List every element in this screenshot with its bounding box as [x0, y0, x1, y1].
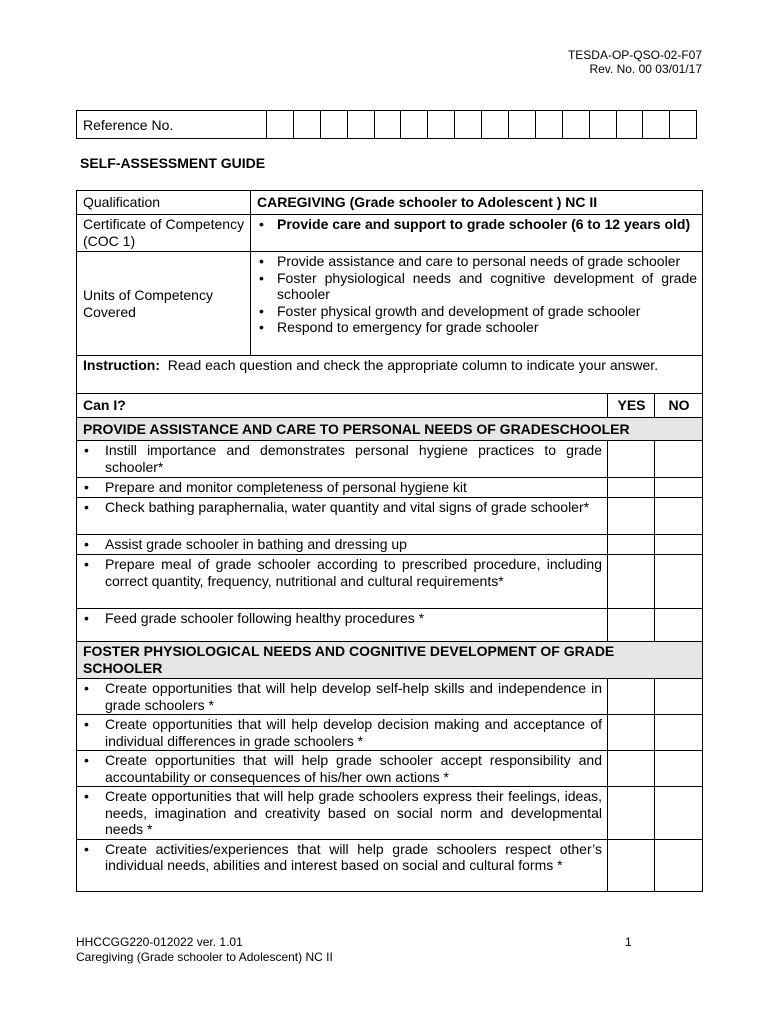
unit-item: • Respond to emergency for grade schooler — [259, 319, 539, 335]
no-checkbox-cell[interactable] — [655, 535, 703, 555]
yes-checkbox-cell[interactable] — [608, 535, 655, 555]
document-header — [568, 48, 702, 76]
bullet-icon: • — [84, 479, 89, 495]
section1-title: PROVIDE ASSISTANCE AND CARE TO PERSONAL NEEDS OF GRADESCHOOLER — [77, 418, 703, 441]
yes-checkbox-cell[interactable] — [608, 715, 655, 751]
assessment-table — [76, 190, 703, 892]
section2-item: • Create activities/experiences that will help grade schoolers respect other’s individual needs, abilities and interest based on social and cultural forms * — [77, 839, 608, 891]
unit-item: • Provide assistance and care to personal needs of grade schooler — [259, 253, 681, 269]
reference-digit-box[interactable] — [535, 111, 562, 139]
bullet-icon: • — [84, 716, 89, 732]
no-checkbox-cell[interactable] — [655, 555, 703, 609]
form-code: TESDA-OP-QSO-02-F07 — [567, 48, 702, 62]
instruction-label: Instruction: — [83, 357, 160, 373]
bullet-icon: • — [259, 319, 264, 335]
reference-digit-box[interactable] — [670, 111, 697, 139]
yes-checkbox-cell[interactable] — [608, 609, 655, 642]
yes-checkbox-cell[interactable] — [608, 679, 655, 715]
bullet-icon: • — [84, 680, 89, 696]
yes-header: YES — [608, 394, 655, 418]
no-header: NO — [655, 394, 703, 418]
reference-digit-box[interactable] — [482, 111, 509, 139]
yes-checkbox-cell[interactable] — [608, 787, 655, 840]
section2-item: • Create opportunities that will help develop decision making and acceptance of individual differences in grade schoolers * — [77, 715, 608, 751]
reference-digit-box[interactable] — [643, 111, 670, 139]
qualification-value: CAREGIVING (Grade schooler to Adolescent ) NC II — [251, 191, 703, 215]
reference-digit-box[interactable] — [320, 111, 347, 139]
bullet-icon: • — [84, 788, 89, 804]
section2-item: • Create opportunities that will help develop self-help skills and independence in grade schoolers * — [77, 679, 608, 715]
section2-item: • Create opportunities that will help grade schoolers express their feelings, ideas, needs, imagination and creativity based on social norm and developmental needs * — [77, 787, 608, 840]
section2-item: • Create opportunities that will help grade schooler accept responsibility and accountability or consequences of his/her own actions * — [77, 751, 608, 787]
page-title: SELF-ASSESSMENT GUIDE — [80, 155, 266, 171]
reference-digit-box[interactable] — [428, 111, 455, 139]
no-checkbox-cell[interactable] — [655, 787, 703, 840]
bullet-icon: • — [84, 840, 89, 857]
yes-checkbox-cell[interactable] — [608, 498, 655, 535]
bullet-icon: • — [84, 610, 89, 626]
reference-digit-box[interactable] — [589, 111, 616, 139]
yes-checkbox-cell[interactable] — [608, 751, 655, 787]
reference-digit-box[interactable] — [562, 111, 589, 139]
reference-digit-box[interactable] — [347, 111, 374, 139]
no-checkbox-cell[interactable] — [655, 715, 703, 751]
no-checkbox-cell[interactable] — [655, 839, 703, 891]
qualification-label: Qualification — [77, 191, 251, 215]
bullet-icon: • — [259, 216, 264, 232]
section1-item: • Prepare and monitor completeness of personal hygiene kit — [77, 478, 608, 498]
reference-digit-box[interactable] — [374, 111, 401, 139]
section1-item: • Assist grade schooler in bathing and dressing up — [77, 535, 608, 555]
bullet-icon: • — [259, 302, 264, 319]
section1-item: • Prepare meal of grade schooler according to prescribed procedure, including correct quantity, frequency, nutritional and cultural requirements* — [77, 555, 608, 609]
no-checkbox-cell[interactable] — [655, 498, 703, 535]
reference-digit-box[interactable] — [293, 111, 320, 139]
reference-digit-box[interactable] — [267, 111, 294, 139]
footer-doc-code: HHCCGG220-012022 ver. 1.01 — [76, 935, 243, 949]
section1-item: • Check bathing paraphernalia, water quantity and vital signs of grade schooler* — [77, 498, 608, 535]
reference-number-table — [76, 110, 697, 139]
units-list — [251, 252, 703, 356]
bullet-icon: • — [84, 499, 89, 515]
section2-title: FOSTER PHYSIOLOGICAL NEEDS AND COGNITIVE DEVELOPMENT OF GRADE SCHOOLER — [77, 642, 703, 679]
bullet-icon: • — [259, 253, 264, 269]
bullet-icon: • — [84, 556, 89, 572]
reference-label: Reference No. — [77, 111, 267, 139]
bullet-icon: • — [84, 442, 89, 458]
instruction-text: Read each question and check the appropriate column to indicate your answer. — [167, 357, 659, 373]
reference-digit-box[interactable] — [401, 111, 428, 139]
bullet-icon: • — [84, 536, 89, 552]
revision-number: Rev. No. 00 03/01/17 — [589, 62, 702, 76]
yes-checkbox-cell[interactable] — [608, 478, 655, 498]
reference-digit-box[interactable] — [455, 111, 482, 139]
yes-checkbox-cell[interactable] — [608, 441, 655, 478]
unit-item: • Foster physiological needs and cognitive development of grade schooler — [259, 269, 698, 302]
instruction-cell — [77, 356, 703, 394]
can-i-header: Can I? — [77, 394, 608, 418]
units-label: Units of Competency Covered — [77, 252, 251, 356]
coc-value: Provide care and support to grade schooler (6 to 12 years old) — [277, 216, 691, 232]
no-checkbox-cell[interactable] — [655, 609, 703, 642]
reference-digit-box[interactable] — [616, 111, 643, 139]
coc-bullet — [257, 216, 697, 233]
bullet-icon: • — [84, 752, 89, 768]
no-checkbox-cell[interactable] — [655, 679, 703, 715]
document-footer — [76, 935, 333, 965]
page-number: 1 — [625, 935, 632, 949]
no-checkbox-cell[interactable] — [655, 751, 703, 787]
coc-value-cell — [251, 215, 703, 252]
section1-item: • Feed grade schooler following healthy procedures * — [77, 609, 608, 642]
reference-digit-box[interactable] — [509, 111, 536, 139]
coc-label: Certificate of Competency (COC 1) — [77, 215, 251, 252]
unit-item: • Foster physical growth and development of grade schooler — [259, 302, 641, 319]
no-checkbox-cell[interactable] — [655, 478, 703, 498]
section1-item: • Instill importance and demonstrates personal hygiene practices to grade schooler* — [77, 441, 608, 478]
yes-checkbox-cell[interactable] — [608, 555, 655, 609]
footer-qualification: Caregiving (Grade schooler to Adolescent) NC II — [76, 950, 333, 964]
bullet-icon: • — [259, 269, 264, 286]
no-checkbox-cell[interactable] — [655, 441, 703, 478]
yes-checkbox-cell[interactable] — [608, 839, 655, 891]
